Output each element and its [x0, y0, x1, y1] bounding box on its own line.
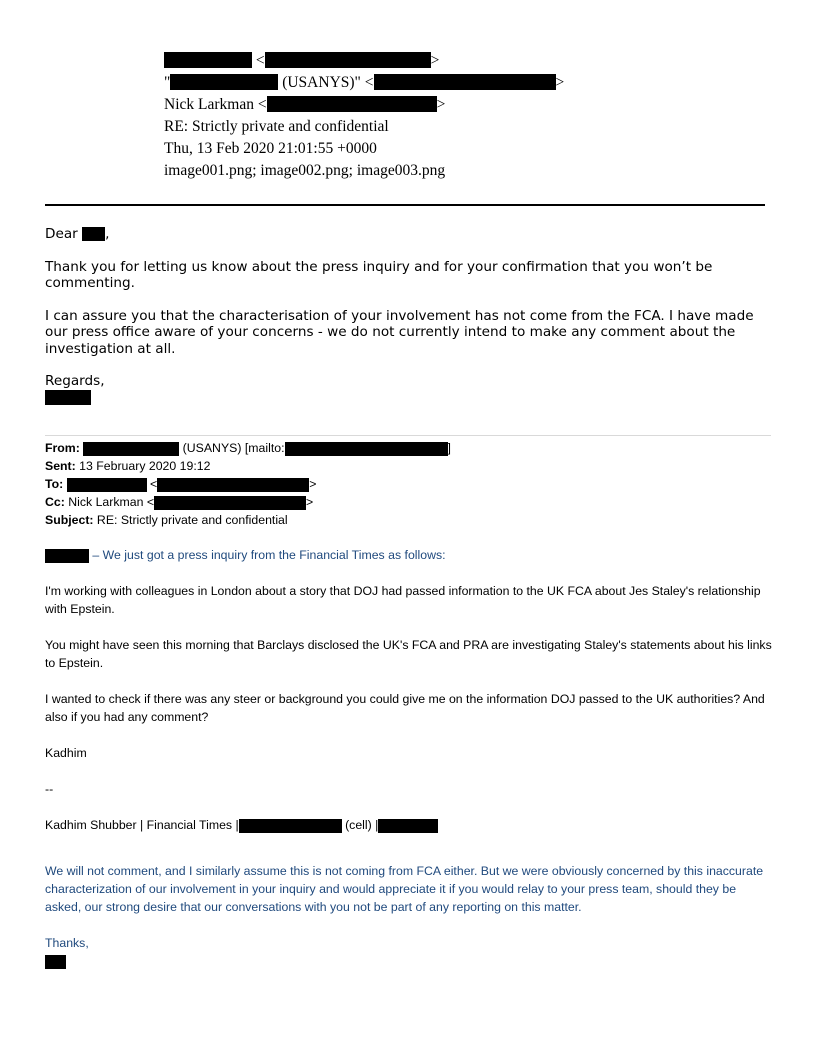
forward-divider [45, 435, 771, 436]
reply-paragraph-1: Thank you for letting us know about the press inquiry and for your confirmation that you won’t be commenting. [45, 258, 713, 291]
redacted-block [45, 549, 89, 563]
redacted-block [45, 955, 66, 969]
quote-name: Kadhim [45, 746, 87, 760]
quote-paragraph-1: I'm working with colleagues in London about a story that DOJ had passed information to the UK FCA about Jes Staley's relationship with Epstein. [45, 584, 761, 616]
intro-line: – We just got a press inquiry from the Financial Times as follows: [45, 546, 775, 564]
fwd-to-row: To: < > [45, 477, 317, 491]
redacted-block [83, 442, 179, 456]
reply-body [45, 226, 770, 406]
signoff: Regards, [45, 373, 105, 389]
redacted-block [164, 52, 252, 68]
redacted-block [170, 74, 278, 90]
quote-paragraph-3: I wanted to check if there was any steer or background you could give me on the information DOJ passed to the UK authorities? And also if you had any comment? [45, 692, 765, 724]
redacted-block [239, 819, 342, 833]
redacted-block [374, 74, 556, 90]
inline-images-value: image001.png; image002.png; image003.png [164, 162, 446, 179]
fwd-subject-row: Subject: RE: Strictly private and confidential [45, 513, 288, 527]
fwd-sent-row: Sent: 13 February 2020 19:12 [45, 459, 211, 473]
signature-dashes: -- [45, 782, 54, 796]
redacted-block [285, 442, 448, 456]
redacted-block [82, 227, 105, 241]
redacted-block [154, 496, 306, 510]
redacted-block [267, 96, 437, 112]
subject-value: RE: Strictly private and confidential [164, 118, 389, 135]
quote-paragraph-2: You might have seen this morning that Barclays disclosed the UK's FCA and PRA are investigating Staley's statements about his links to Epstein. [45, 638, 772, 670]
signature-redaction [45, 390, 770, 407]
original-message-body [45, 546, 775, 970]
reporter-signature: Kadhim Shubber | Financial Times | (cell) | [45, 816, 775, 834]
closing-redaction [45, 952, 775, 970]
header-divider [45, 204, 765, 206]
redacted-block [157, 478, 309, 492]
redacted-block [45, 390, 91, 405]
fwd-from-row: From: (USANYS) [mailto: ] [45, 441, 451, 455]
redacted-block [265, 52, 431, 68]
thanks-line: Thanks, [45, 936, 89, 950]
greeting: Dear , [45, 226, 110, 242]
reply-paragraph-2: I can assure you that the characterisation of your involvement has not come from the FCA. I have made our press office aware of your concerns - we do not currently intend to make any comment about the investigation at all. [45, 307, 754, 357]
reply-statement: We will not comment, and I similarly assume this is not coming from FCA either. But we were obviously concerned by this inaccurate characterization of our involvement in your inquiry and would appreciate it if you would relay to your press team, should they be asked, our strong desire that our conversations with you not be part of any reporting on this matter. [45, 864, 764, 914]
date-value: Thu, 13 Feb 2020 21:01:55 +0000 [164, 140, 377, 157]
fwd-cc-row: Cc: Nick Larkman < > [45, 495, 314, 509]
forwarded-header [45, 439, 451, 529]
redacted-block [378, 819, 438, 833]
redacted-block [67, 478, 147, 492]
